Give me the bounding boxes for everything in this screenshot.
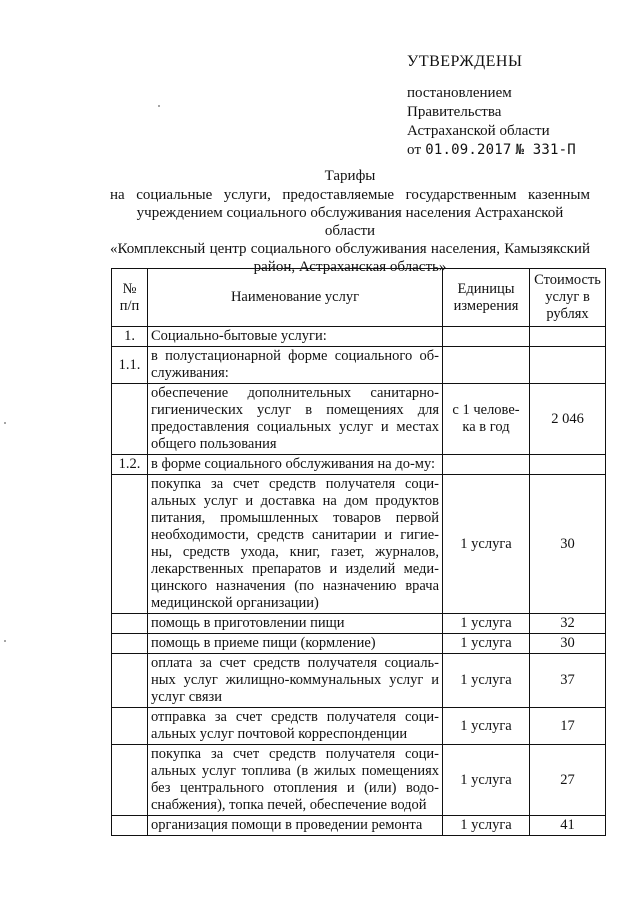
- table-row: [112, 816, 606, 836]
- title-line: «Комплексный центр социального обслуживания населения, Камызякский: [110, 241, 590, 257]
- row-number: [112, 634, 148, 654]
- title-line: учреждением социального обслуживания населения Астраханской области: [136, 205, 564, 239]
- row-number: [112, 654, 148, 708]
- row-price: [530, 455, 606, 475]
- row-name: в форме социального обслуживания на до-му:: [148, 455, 443, 475]
- row-name: в полустационарной форме социального об-служивания:: [148, 347, 443, 384]
- tariff-table: [111, 268, 606, 836]
- row-price: 17: [530, 708, 606, 745]
- row-number: 1.: [112, 327, 148, 347]
- approval-line: Астраханской области: [407, 123, 550, 139]
- title-heading: Тарифы: [324, 168, 376, 184]
- row-unit: 1 услуга: [443, 745, 530, 816]
- row-price: 41: [530, 816, 606, 836]
- row-unit: с 1 челове-ка в год: [443, 384, 530, 455]
- row-unit: [443, 455, 530, 475]
- header-price: Стоимость услуг в рублях: [530, 269, 606, 327]
- date-prefix: от: [407, 142, 422, 158]
- table-row: [112, 654, 606, 708]
- row-price: [530, 347, 606, 384]
- row-unit: 1 услуга: [443, 708, 530, 745]
- row-name: помощь в приеме пищи (кормление): [148, 634, 443, 654]
- title-line: район, Астраханская область»: [253, 259, 447, 275]
- approval-heading: УТВЕРЖДЕНЫ: [407, 53, 523, 70]
- row-number: 1.1.: [112, 347, 148, 384]
- approval-stamp: [407, 52, 576, 160]
- row-name: обеспечение дополнительных санитарно-гигиенических услуг в помещениях для предоставления социальных услуг и местах общего пользования: [148, 384, 443, 455]
- row-unit: 1 услуга: [443, 816, 530, 836]
- table-row: [112, 327, 606, 347]
- approval-date: 01.09.2017: [425, 142, 512, 158]
- scan-speck: [4, 422, 6, 424]
- row-name: отправка за счет средств получателя соци-альных услуг почтовой корреспонденции: [148, 708, 443, 745]
- row-price: 2 046: [530, 384, 606, 455]
- row-price: 37: [530, 654, 606, 708]
- row-unit: 1 услуга: [443, 634, 530, 654]
- table-header-row: [112, 269, 606, 327]
- row-name: Социально-бытовые услуги:: [148, 327, 443, 347]
- row-unit: 1 услуга: [443, 654, 530, 708]
- row-price: 27: [530, 745, 606, 816]
- title-line: на социальные услуги, предоставляемые государственным казенным: [110, 187, 590, 203]
- table-row: [112, 708, 606, 745]
- row-name: оплата за счет средств получателя социаль-ных услуг жилищно-коммунальных услуг и услуг связи: [148, 654, 443, 708]
- header-name: Наименование услуг: [148, 269, 443, 327]
- approval-number: № 331-П: [515, 142, 576, 158]
- document-title: [110, 167, 590, 276]
- row-name: покупка за счет средств получателя соци-альных услуг топлива (в жилых помещениях без центрального отопления и (или) водо-снабжения), топка печей, обеспечение водой: [148, 745, 443, 816]
- table-row: [112, 745, 606, 816]
- row-number: [112, 475, 148, 614]
- approval-line: постановлением: [407, 85, 512, 101]
- table-row: [112, 455, 606, 475]
- row-name: покупка за счет средств получателя соци-альных услуг и доставка на дом продуктов питания, промышленных товаров первой необходимости, средств санитарии и гигие-ны, средств ухода, книг, газет, журналов, лекарственных препаратов и изделий меди-цинского назначения (по назначению врача медицинской организации): [148, 475, 443, 614]
- row-number: 1.2.: [112, 455, 148, 475]
- row-name: помощь в приготовлении пищи: [148, 614, 443, 634]
- header-unit: Единицы измерения: [443, 269, 530, 327]
- row-price: 30: [530, 634, 606, 654]
- row-unit: [443, 347, 530, 384]
- row-price: 30: [530, 475, 606, 614]
- row-name: организация помощи в проведении ремонта: [148, 816, 443, 836]
- row-unit: 1 услуга: [443, 614, 530, 634]
- row-number: [112, 614, 148, 634]
- table-row: [112, 614, 606, 634]
- table-row: [112, 634, 606, 654]
- row-number: [112, 708, 148, 745]
- header-number: № п/п: [112, 269, 148, 327]
- scan-speck: [4, 640, 6, 642]
- row-number: [112, 816, 148, 836]
- table-row: [112, 384, 606, 455]
- row-unit: [443, 327, 530, 347]
- row-unit: 1 услуга: [443, 475, 530, 614]
- table-row: [112, 347, 606, 384]
- row-price: 32: [530, 614, 606, 634]
- row-price: [530, 327, 606, 347]
- scan-speck: [158, 105, 160, 107]
- row-number: [112, 745, 148, 816]
- approval-date-line: [407, 141, 576, 160]
- row-number: [112, 384, 148, 455]
- approval-line: Правительства: [407, 104, 502, 120]
- table-row: [112, 475, 606, 614]
